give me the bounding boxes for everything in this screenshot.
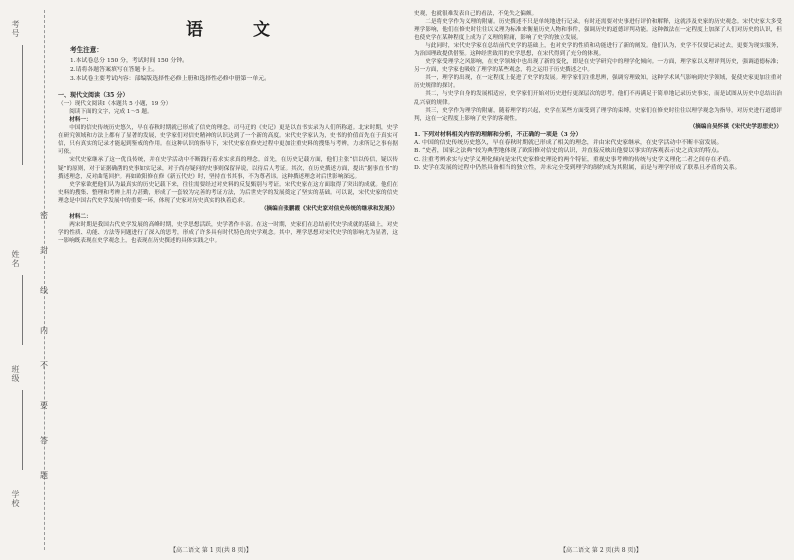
- seal-word: 密: [40, 211, 48, 220]
- excerpt-source: （摘编自吴怀祺《宋代史学思想史》）: [689, 123, 782, 130]
- paragraph: 史学家欲把他们认为最真实的历史记载下来，往往需要经过对史料的反复甄别与考证。宋代史家在这方面取得了突出的成就。他们在史料的搜集、整理和考辨上用力甚勤，形成了一套较为完善的考证方法，为后世史学的发展奠定了坚实的基础。可以说，宋代史家的信史理念是中国古代史学发展中的重要一环，体现了史家对历史真实的执着追求。: [58, 181, 398, 204]
- page1-column: [58, 10, 398, 245]
- label-xingming: 姓名: [11, 250, 20, 268]
- page2-footer: 【高二语文 第 2 页(共 8 页)】: [560, 547, 642, 554]
- option-c: C. 注重考辨求实与史学义理化倾向是宋代史家修史理论的两个特征，重视史事考辨的传统与史学义理化二者之间存在矛盾。: [414, 156, 735, 163]
- notice-item: 3.本试卷主要考试内容：部编版选择性必修上册和选择性必修中册第一单元。: [70, 76, 271, 83]
- option-d: D. 史学在发展的过程中仍然具备相当的独立性，并未完全受到理学的制约成为其附属，而是与理学形成了联系且矛盾的关系。: [414, 164, 741, 171]
- instruction: 阅读下面的文字，完成 1～5 题。: [69, 109, 153, 116]
- material2-label: 材料二：: [69, 213, 92, 220]
- label-banji: 班级: [11, 365, 20, 383]
- paragraph: 两宋时期是我国古代史学发展的高峰时期，史学思想活跃，史学著作丰富。在这一时期，史家们在总结前代史学成就的基础上，对史学的性质、功能、方法等问题进行了深入的思考，形成了许多具有时代特色的史学观念。其中，理学思想对宋代史学的影响尤为显著，这一影响既表现在史学观念上，也表现在历史撰述的具体实践之中。: [58, 221, 398, 244]
- paragraph: 其二，与史学自身的发展相适应，史学家们开始对历史进行更深层次的思考。他们不再满足于简单地记录历史事实，而是试图从历史中总结出治乱兴衰的规律。: [414, 91, 782, 106]
- seal-word: 不: [40, 361, 48, 370]
- paragraph: 二是将史学作为义理的附庸。历史撰述不只是单纯地进行记录，有时还需要对史事进行评价和解释，这就涉及史家的历史观念。宋代史家大多受理学影响，他们在修史时往往以义理为标准来衡量历史人物和事件，强调历史的道德评判功能。这种做法在一定程度上加深了人们对历史的认识，但也使史学在某种程度上成为了义理的附庸，影响了史学的独立发展。: [414, 19, 782, 42]
- paragraph: 史学家受理学之风影响，在史学领域中也出现了新的变化，即是在史学研究中的理学化倾向。一方面，理学家以义理评判历史，强调道德标准；另一方面，史学家也吸收了理学的某些观念，将之运用于历史撰述之中。: [414, 59, 782, 74]
- page2-column: [414, 10, 782, 172]
- page1-footer: 【高二语文 第 1 页(共 8 页)】: [170, 547, 252, 554]
- seal-dashed-line: [44, 10, 45, 550]
- paragraph: 中国的信史传统历史悠久，早在春秋时期就已形成了信史的理念。司马迁的《史记》更是以直书实录为人们所称道。北宋时期，史学在研究领域和方法上都有了显著的发展，史学家们对信史精神的认识达到了一个新的高度。宋代史学家认为，史书的价值首先在于真实可信，只有真实的记录才能起到鉴戒的作用。在这种认识的指导下，宋代史家在修史过程中更加注重史料的搜集与考辨，力求所记之事有据可依。: [58, 125, 398, 156]
- seal-word: 答: [40, 436, 48, 445]
- paragraph: 与此同时，宋代史学家在总结前代史学的基础上，也对史学的性质和功能进行了新的阐发。他们认为，史学不仅要记录过去，更要为现实服务，为治国理政提供借鉴。这种经世致用的史学思想，在宋代得到了充分的体现。: [414, 43, 782, 58]
- seal-word: 封: [40, 246, 48, 255]
- paragraph: 其一，理学的出现，在一定程度上促进了史学的发展。理学家们注重思辨，强调穷理致知，这种学术风气影响到史学领域，促使史家更加注重对历史规律的探讨。: [414, 75, 782, 90]
- seal-word: 线: [40, 286, 48, 295]
- seal-word: 题: [40, 471, 48, 480]
- exam-title: 语 文: [186, 20, 292, 40]
- notice-item: 2.请将各题答案填写在答题卡上。: [70, 67, 159, 74]
- material1-label: 材料一：: [69, 117, 92, 124]
- question-1: 1. 下列对材料相关内容的理解和分析，不正确的一项是（3 分）: [414, 130, 582, 138]
- notice-heading: 考生注意：: [70, 46, 103, 55]
- seal-word: 内: [40, 326, 48, 335]
- question-block: [414, 131, 782, 172]
- paragraph: 史观，也就很难发表自己的看法，不免失之偏颇。: [414, 11, 538, 17]
- binding-gutter: [0, 0, 54, 560]
- kaohao-line: [22, 45, 23, 165]
- label-xuexiao: 学校: [11, 490, 20, 508]
- label-kaohao: 考号: [11, 20, 20, 38]
- option-b: B. “史者，国家之法典”较为典型地体现了欧阳修对信史的认识，并直接反映出他要以事实的客观表示史之真实的特点。: [414, 148, 723, 155]
- paragraph: 其三，史学作为理学的附庸，随着理学的兴起，史学在某些方面受到了理学的束缚。史家们在修史时往往以理学观念为指导，对历史进行道德评判，这在一定程度上影响了史学的客观性。: [414, 107, 782, 122]
- option-a: A. 中国的信史传统历史悠久，早在春秋时期就已形成了相关的理念，并由宋代史家继承，在史学活动中不断丰富发展。: [414, 140, 723, 146]
- notice-item: 1.本试卷总分 150 分，考试时间 150 分钟。: [70, 58, 189, 65]
- banji-line: [22, 390, 23, 470]
- subsection-heading: （一）现代文阅读Ⅰ（本题共 5 小题，19 分）: [58, 101, 172, 108]
- section-heading: 一、现代文阅读（35 分）: [58, 92, 129, 100]
- paragraph: 宋代史家继承了这一优良传统，并在史学活动中不断践行着求实求真的理念。首先，在历史记载方面，他们主张“信以传信，疑以传疑”的原则，对于证据确凿的史事如实记录，对于尚存疑问的史事则保留异说，以待后人考证。其次，在历史撰述方面，提出“据事直书”的撰述理念，反对曲笔回护。再如欧阳修在修《新五代史》时，坚持直书其事，不为尊者讳。这种撰述理念对后世影响深远。: [58, 157, 398, 180]
- seal-word: 要: [40, 401, 48, 410]
- excerpt-source: （摘编自张鹏霞《宋代史家对信史传统的继承和发展》）: [260, 205, 398, 212]
- xingming-line: [22, 275, 23, 345]
